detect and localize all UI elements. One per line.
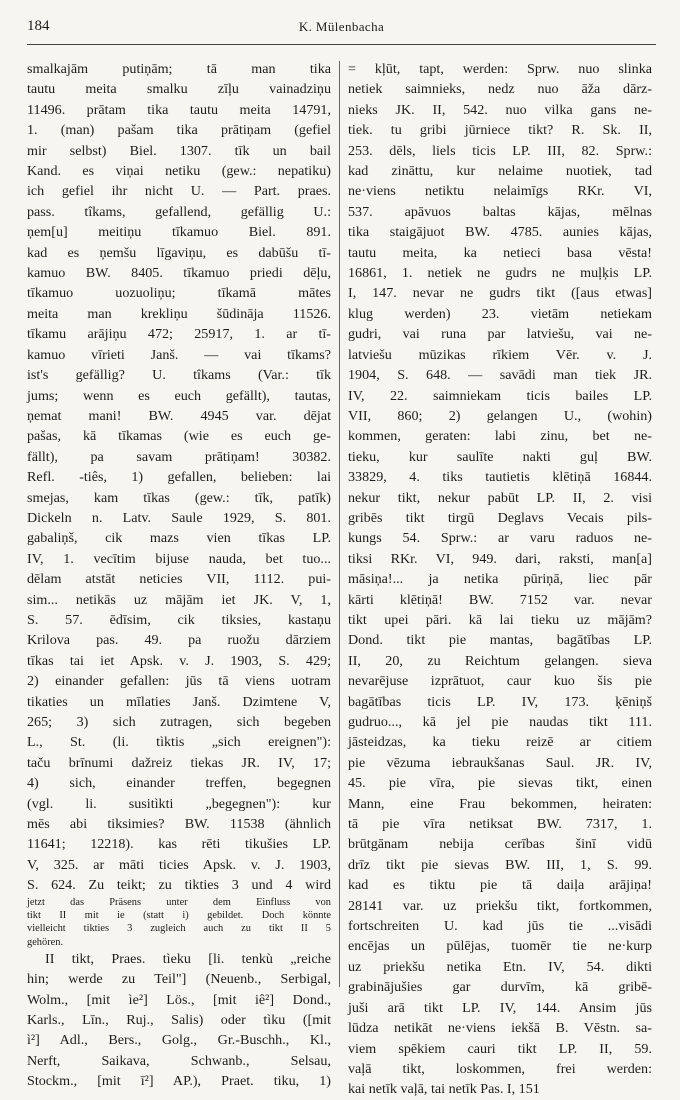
text-line: jāsteidzas, ka tieku reizē ar citiem — [348, 734, 652, 751]
text-line: 16861, 1. netiek ne gudrs ne muļķis LP. — [348, 265, 652, 282]
text-line: gabaliņš, cik mazs vien tīkas LP. — [27, 530, 331, 547]
text-line: II tikt, Praes. tìeku [li. tenkù „reiche — [45, 950, 331, 967]
text-line: hin; werde zu Teil"] (Neuenb., Serbigal, — [27, 971, 331, 988]
text-line: kungs 54. Sprw.: ar varu raduos ne- — [348, 530, 652, 547]
text-line: taču brīnumi dažreiz tiekas JR. IV, 17; — [27, 754, 331, 771]
text-line: kad es tiktu pie tā daiļa arājiņa! — [348, 877, 652, 894]
text-line: kad zināttu, kur nelaime nuotiek, tad — [348, 163, 652, 180]
text-line: encējas un pūlējas, tuomēr tie ne·kurp — [348, 938, 652, 955]
text-line: Mann, eine Frau bekommen, heiraten: — [348, 795, 652, 812]
text-line: Dickeln n. Latv. Saule 1929, S. 801. — [27, 509, 331, 526]
text-line: Dond. tikt pie mantas, bagātības LP. — [348, 632, 652, 649]
text-line: ich gefiel ihr nicht U. — Part. praes. — [27, 183, 331, 200]
text-line: kai netīk vaļā, tai netīk Pas. I, 151 — [348, 1081, 540, 1098]
text-line: tautu meita, ka netieci basa vēsta! — [348, 244, 652, 261]
text-line: gudruo..., kā jel pie naudas tikt 111. — [348, 714, 652, 730]
text-line: tautu meita smalku zīļu vainadziņu — [27, 81, 331, 98]
text-line: I, 147. nevar ne gudrs tikt ([aus etwas] — [348, 285, 652, 302]
text-line: 537. apāvuos baltas kājas, mēlnas — [348, 203, 652, 220]
text-line: Kand. es viņai netiku (gew.: nepatiku) — [27, 163, 331, 180]
text-line: tiksi RKr. VI, 949. dari, raksti, man[a] — [348, 550, 652, 567]
text-line: Stockm., [mit ī²] AP.), Praet. tiku, 1) — [27, 1073, 331, 1090]
text-line: 11641; 12218). kas rēti tikušies LP. — [27, 836, 331, 853]
text-line: tikaties un mīlaties Janš. Dzimtene V, — [27, 693, 331, 710]
text-line: kārti klētiņā! BW. 7152 var. nevar — [348, 591, 652, 608]
page-header — [27, 18, 656, 45]
text-line: gehören. — [27, 936, 64, 948]
text-line: vielleicht tikties 3 zugleich auch zu tikt II 5 — [27, 923, 331, 935]
text-line: grabinājušies gar durvīm, kā gribē- — [348, 979, 652, 996]
text-line: tā pie vīra netiksat BW. 7317, 1. — [348, 816, 652, 833]
left-column — [27, 59, 339, 1090]
text-line: jums; wenn es euch gefällt), tautas, — [27, 387, 331, 404]
text-line: tīkamu arājiņu 472; 25917, 1. ar tī- — [27, 326, 331, 343]
text-line: IV, 22. saimniekam ticis bailes LP. — [348, 387, 652, 404]
text-line: ņemat mani! BW. 4945 var. dējat — [27, 407, 331, 424]
text-line: nevarējuse izprātuot, caur kuo šis pie — [348, 673, 652, 690]
text-line: juši arā tikt LP. IV, 144. Ansim jūs — [348, 999, 652, 1016]
text-line: = kļūt, tapt, werden: Sprw. nuo slinka — [348, 61, 652, 77]
text-line: tikt II mit ie (statt i) gebildet. Doch könnte — [27, 909, 331, 921]
text-line: V, 325. ar māti ticies Apsk. v. J. 1903, — [27, 856, 331, 873]
text-columns — [27, 59, 656, 1098]
text-line: nekur tikt, nekur pabūt LP. II, 2. visi — [348, 489, 652, 506]
text-line: Wolm., [mit ìe²] Lös., [mit iê²] Dond., — [27, 991, 331, 1008]
text-line: (vgl. li. susitìkti „begegnen"): kur — [27, 795, 331, 812]
text-line: 265; 3) sich zutragen, sich begeben — [27, 714, 331, 730]
text-line: smejas, kam tīkas (gew.: tīk, patīk) — [27, 489, 331, 506]
text-line: uz priekšu netika Etn. IV, 54. dikti — [348, 958, 652, 975]
text-line: gudri, vai runa par latviešu, vai ne- — [348, 326, 652, 343]
text-line: Karls., Līn., Ruj., Salis) oder tìku ([mit — [27, 1012, 331, 1029]
text-line: S. 624. Zu teikt; zu tikties 3 und 4 wird — [27, 877, 331, 894]
text-line: pass. tîkams, gefallend, gefällig U.: — [27, 203, 331, 220]
text-line: nieks JK. II, 542. nuo vilka gans ne- — [348, 101, 652, 118]
text-line: kommen, geraten: labi zinu, bet ne- — [348, 428, 652, 445]
right-column — [340, 59, 652, 1098]
text-line: gribēs tikt tirgū Deglavs Vecais pils- — [348, 509, 652, 526]
text-line: ņem[u] meitiņu tīkamuo Biel. 891. — [27, 224, 331, 241]
text-line: tikt upei pāri. kā lai tieku uz mājām? — [348, 611, 652, 628]
text-line: brūtgānam nebija cerības šinī vidū — [348, 836, 652, 853]
text-line: ì²] Adl., Bers., Golg., Gr.-Buschh., Kl., — [27, 1032, 331, 1049]
text-line: pie vēzuma iebraukšanas Saul. JR. IV, — [348, 754, 652, 771]
text-line: Refl. -tiês, 1) gefallen, belieben: lai — [27, 469, 331, 486]
text-line: mēs abi tiksimies? BW. 11538 (ähnlich — [27, 816, 331, 833]
page-number: 184 — [27, 18, 50, 34]
text-line: tiek. tu gribi jūrniece tikt? R. Sk. II, — [348, 122, 652, 139]
text-line: tīkas tai iet Apsk. v. J. 1903, S. 429; — [27, 652, 331, 669]
text-line: II, 20, zu Reichtum gelangen. sieva — [348, 652, 652, 669]
text-line: fällt), pa savam prātiņam! 30382. — [27, 448, 331, 465]
text-line: mir selbst) Biel. 1307. tīk un bail — [27, 142, 331, 159]
text-line: netiek saimnieks, nedz nuo āža dārz- — [348, 81, 652, 98]
text-line: 45. pie vīra, pie sievas tikt, einen — [348, 775, 652, 792]
text-line: bagātības ticis LP. IV, 173. ķēniņš — [348, 693, 652, 710]
text-line: drīz tikt pie sievas BW. III, 1, S. 99. — [348, 856, 652, 873]
text-line: klug werden) 23. vietām netiekam — [348, 305, 652, 322]
text-line: 33829, 4. tiks tautietis klētiņā 16844. — [348, 469, 652, 486]
text-line: viem spēkiem cauri tikt LP. II, 59. — [348, 1040, 652, 1057]
text-line: 1. (man) pašam tika prātiņam (gefiel — [27, 122, 331, 139]
text-line: VII, 860; 2) gelangen U., (wohin) — [348, 407, 652, 424]
text-line: tīkamuo uozuoliņu; tīkamā mātes — [27, 285, 331, 302]
text-line: vaļā tikt, loskommen, frei werden: — [348, 1060, 652, 1077]
text-line: L., St. (li. tìktis „sich ereignen"): — [27, 734, 331, 751]
text-line: sim... netikās uz mājām iet JK. V, 1, — [27, 591, 331, 608]
text-line: 28141 var. uz priekšu tikt, fortkommen, — [348, 897, 652, 914]
text-line: māsiņa!... ja netika pūriņā, liec pār — [348, 571, 652, 588]
text-line: 2) einander gefallen: jūs tā viens uotram — [27, 673, 331, 690]
text-line: smalkajām putiņām; tā man tika — [27, 61, 331, 77]
text-line: kamuo vīrieti Janš. — vai tīkams? — [27, 346, 331, 363]
text-line: IV, 1. vecītim bijuse nauda, bet tuo... — [27, 550, 331, 567]
text-line: kad es ņemšu līgaviņu, es dabūšu tī- — [27, 244, 331, 261]
text-line: 4) sich, einander treffen, begegnen — [27, 775, 331, 792]
text-line: Krilova pas. 49. pa ruožu dārziem — [27, 632, 331, 649]
text-line: pašas, kā tīkamas (wie es euch ge- — [27, 428, 331, 445]
text-line: kamuo BW. 8405. tīkamuo priedi dēļu, — [27, 265, 331, 282]
text-line: 1904, S. 648. — savādi man tiek JR. — [348, 367, 652, 384]
text-line: Nerft, Saikava, Schwanb., Selsau, — [27, 1052, 331, 1069]
text-line: ist's gefällig? U. tîkams (Var.: tīk — [27, 367, 331, 384]
text-line: dēlam atstāt neticies VII, 1112. pui- — [27, 571, 331, 588]
text-line: meita man krekliņu šūdināja 11526. — [27, 305, 331, 322]
text-line: ne·viens netiktu nelaimīgs RKr. VI, — [348, 183, 652, 200]
running-head: K. Mülenbacha — [298, 19, 385, 34]
text-line: S. 57. ēdīsim, cik tiksies, kastaņu — [27, 611, 331, 628]
text-line: fortschreiten U. kad jūs tie ...visādi — [348, 918, 652, 935]
text-line: jetzt das Präsens unter dem Einfluss von — [27, 896, 331, 908]
text-line: tieku, kur saulīte nakti guļ BW. — [348, 448, 652, 465]
text-line: lūdza netikāt ne·viens iekšā B. Vēstn. sa- — [348, 1020, 652, 1037]
text-line: 11496. prātam tika tautu meita 14791, — [27, 101, 331, 118]
text-line: tika staigājuot BW. 4785. aunies kājas, — [348, 224, 652, 241]
text-line: latviešu mūzikas rīkiem Vēr. v. J. — [348, 346, 652, 363]
text-line: 253. dēls, liels ticis LP. III, 82. Sprw.: — [348, 142, 652, 159]
